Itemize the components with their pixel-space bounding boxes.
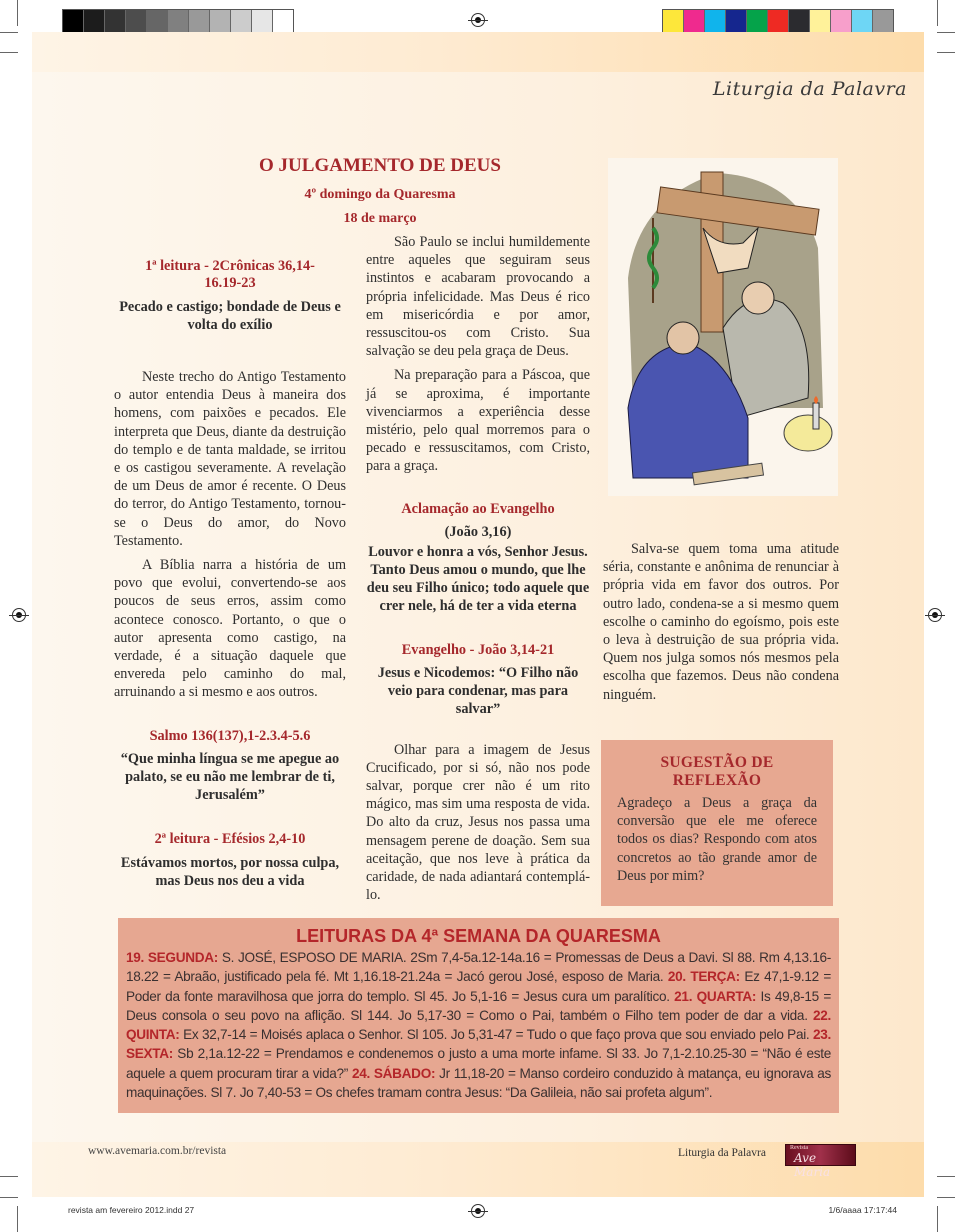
- psalm-refrain: “Que minha língua se me apegue ao palato, se eu não me lembrar de ti, Jerusalém”: [120, 750, 340, 803]
- grayscale-swatch: [189, 10, 210, 32]
- first-reading-paragraph: A Bíblia narra a história de um povo que evolui, convertendo-se aos poucos de seus erros, assim como acontece conosco. Portanto, o que o autor apresenta como castigo, na verdade, é a situação daquele que envereda pelo caminho do mal, arruinando a si mesmo e aos outros.: [114, 557, 346, 701]
- article-subtitle: 4º domingo da Quaresma: [304, 187, 456, 202]
- reading-day-label: 22. QUINTA:: [126, 1007, 831, 1043]
- article-date: 18 de março: [343, 211, 417, 226]
- article-title: O JULGAMENTO DE DEUS: [259, 155, 501, 176]
- crop-mark: [937, 1176, 955, 1177]
- process-color-bar: [662, 9, 894, 33]
- illustration-artwork: [608, 158, 838, 496]
- psalm-heading: Salmo 136(137),1-2.3.4-5.6: [149, 727, 311, 744]
- reading-day-label: 21. QUARTA:: [674, 988, 757, 1004]
- column-left: [114, 258, 346, 890]
- color-swatch: [705, 10, 726, 32]
- crop-mark: [937, 1206, 938, 1232]
- gospel-paragraph: Olhar para a imagem de Jesus Crucificado, por si só, não nos pode salvar, porque crer não é um rito mágico, mas sim uma resposta de vida. Do alto da cruz, Jesus nos passa uma mensagem perene de doação. Sem sua aceitação, que nos leve à prática da caridade, de nada adiantará contemplá-lo.: [366, 741, 590, 904]
- logo-small-text: Revista: [790, 1145, 808, 1151]
- acclamation-heading: Aclamação ao Evangelho: [401, 500, 555, 517]
- reading-day-text: Ex 32,7-14 = Moisés aplaca o Senhor. Sl 105. Jo 5,31-47 = Tudo o que faço prova que sou enviado pelo Pai.: [179, 1027, 813, 1043]
- crop-mark: [0, 1176, 18, 1177]
- second-reading-heading: 2ª leitura - Efésios 2,4-10: [154, 830, 306, 847]
- second-reading-paragraph: Na preparação para a Páscoa, que já se aproxima, é importante vivenciarmos a experiência desse mistério, pelo qual morremos para o pecado e ressuscitamos, com Cristo, para a graça.: [366, 367, 590, 475]
- weekly-readings-text: [126, 948, 831, 1102]
- color-swatch: [747, 10, 768, 32]
- reading-day-text: Ez 47,1-9.12 = Poder da fonte maravilhosa que jorra do templo. Sl 45. Jo 5,1-16 = Jesus cura um paralítico.: [126, 969, 831, 1004]
- color-swatch: [873, 10, 893, 32]
- color-swatch: [726, 10, 747, 32]
- reading-day-label: 20. TERÇA:: [667, 969, 740, 985]
- second-reading-summary: Estávamos mortos, por nossa culpa, mas Deus nos deu a vida: [120, 854, 340, 889]
- gospel-summary: Jesus e Nicodemos: “O Filho não veio para condenar, mas para salvar”: [377, 664, 579, 717]
- grayscale-swatch: [252, 10, 273, 32]
- registration-mark-top: [471, 13, 485, 27]
- grayscale-swatch: [273, 10, 293, 32]
- first-reading-paragraph: Neste trecho do Antigo Testamento o autor entendia Deus à maneira dos homens, com paixões e pecados. Ele interpreta que Deus, diante da destruição do templo e de tanta maldade, se irritou e os castigou severamente. A revelação de um Deus de amor é recente. O Deus do terror, do Antigo Testamento, tornou-se o Deus do amor, do Novo Testamento.: [114, 369, 346, 549]
- crop-mark: [937, 32, 955, 33]
- reading-day-label: 23. SEXTA:: [126, 1027, 831, 1062]
- crop-mark: [17, 0, 18, 26]
- crop-mark: [17, 1206, 18, 1232]
- bread: [784, 415, 832, 451]
- reading-day-text: Jr 11,18-20 = Manso cordeiro conduzido à matança, eu ignorava as maquinações. Sl 7. Jo 7,40-53 = Os chefes tramam contra Jesus: “Da Galileia, não sai profeta algum”.: [126, 1065, 832, 1101]
- grayscale-swatch: [210, 10, 231, 32]
- slug-filename: revista am fevereiro 2012.indd 27: [68, 1205, 195, 1215]
- candle: [813, 403, 819, 429]
- reflection-title: SUGESTÃO DE REFLEXÃO: [660, 754, 774, 789]
- grayscale-swatch: [63, 10, 84, 32]
- color-swatch: [810, 10, 831, 32]
- reading-day-text: Sb 2,1a.12-22 = Prendamos e condenemos o justo a uma morte infame. Sl 33. Jo 7,1-2.10.25-30 = “Não é este aquele a quem procuram tirar a vida?”: [126, 1046, 831, 1081]
- second-reading-paragraph: São Paulo se inclui humildemente entre aqueles que seguiram seus instintos e acabaram provocando a própria infelicidade. Mas Deus é rico em misericórdia e por amor, ressuscitou-os com Cristo. Sua salvação se deu pela graça de Deus.: [366, 234, 590, 360]
- grayscale-swatch: [84, 10, 105, 32]
- footer-section-label: Liturgia da Palavra: [678, 1147, 766, 1159]
- acclamation-reference: (João 3,16): [444, 523, 512, 540]
- gospel-paragraph: Salva-se quem toma uma atitude séria, constante e anônima de renunciar à própria vida em favor dos outros. Por outro lado, condena-se a si mesmo quem escolhe o caminho do egoísmo, pois este o leva à destruição de sua própria vida. Quem nos julga somos nós mesmos pela escolha que fazemos. Deus não condena ninguém.: [603, 541, 839, 703]
- grayscale-swatch: [231, 10, 252, 32]
- crop-mark: [937, 0, 938, 26]
- gospel-heading: Evangelho - João 3,14-21: [401, 641, 555, 658]
- crop-mark: [937, 52, 955, 53]
- section-header-title: Liturgia da Palavra: [712, 78, 907, 100]
- reading-day-label: 19. SEGUNDA:: [126, 950, 218, 965]
- grayscale-color-bar: [62, 9, 294, 33]
- first-reading-summary: Pecado e castigo; bondade de Deus e volta do exílio: [119, 299, 341, 333]
- first-reading-heading: 1ª leitura - 2Crônicas 36,14-16.19-23: [145, 258, 315, 291]
- weekly-readings-box: [118, 918, 839, 1113]
- color-swatch: [852, 10, 873, 32]
- color-swatch: [768, 10, 789, 32]
- ave-maria-logo: [785, 1144, 856, 1179]
- registration-mark-left: [12, 608, 26, 622]
- registration-mark-right: [928, 608, 942, 622]
- reading-day-label: 24. SÁBADO:: [351, 1065, 436, 1081]
- grayscale-swatch: [147, 10, 168, 32]
- color-swatch: [684, 10, 705, 32]
- registration-mark-bottom: [471, 1204, 485, 1218]
- weekly-readings-title: LEITURAS DA 4ª SEMANA DA QUARESMA: [296, 926, 661, 946]
- nicodemus-head: [667, 322, 699, 354]
- slug-timestamp: 1/6/aaaa 17:17:44: [828, 1205, 897, 1215]
- color-swatch: [831, 10, 852, 32]
- color-swatch: [789, 10, 810, 32]
- crop-mark: [0, 52, 18, 53]
- grayscale-swatch: [105, 10, 126, 32]
- crop-mark: [0, 32, 18, 33]
- crop-mark: [0, 1197, 18, 1198]
- crop-mark: [937, 1197, 955, 1198]
- color-swatch: [663, 10, 684, 32]
- reflection-box: [601, 740, 833, 906]
- reading-day-text: S. JOSÉ, ESPOSO DE MARIA. 2Sm 7,4-5a.12-14a.16 = Promessas de Deus a Davi. Sl 88. Rm 4,13.16-18.22 = Abraão, justificado pela fé. Mt 1,16.18-21.24a = Jacó gerou José, esposo de Maria.: [126, 950, 831, 985]
- grayscale-swatch: [126, 10, 147, 32]
- jesus-head: [742, 282, 774, 314]
- column-right: [603, 540, 839, 704]
- logo-big-text: Ave Maria: [794, 1151, 831, 1179]
- footer-website-link[interactable]: www.avemaria.com.br/revista: [88, 1145, 227, 1157]
- acclamation-text: Louvor e honra a vós, Senhor Jesus. Tanto Deus amou o mundo, que lhe deu seu Filho único; todo aquele que crer nele, há de ter a vida eterna: [366, 543, 590, 614]
- grayscale-swatch: [168, 10, 189, 32]
- column-middle: [366, 233, 590, 904]
- crucifixion-illustration: [608, 158, 838, 496]
- reflection-text: Agradeço a Deus a graça da conversão que ele me oferece todos os dias? Respondo com atos concretos ao tão grande amor de Deus por mim?: [617, 795, 817, 884]
- reading-day-text: Is 49,8-15 = Deus consola o seu povo na aflição. Sl 144. Jo 5,17-30 = Como o Pai, também o Filho tem poder de dar a vida.: [126, 988, 831, 1023]
